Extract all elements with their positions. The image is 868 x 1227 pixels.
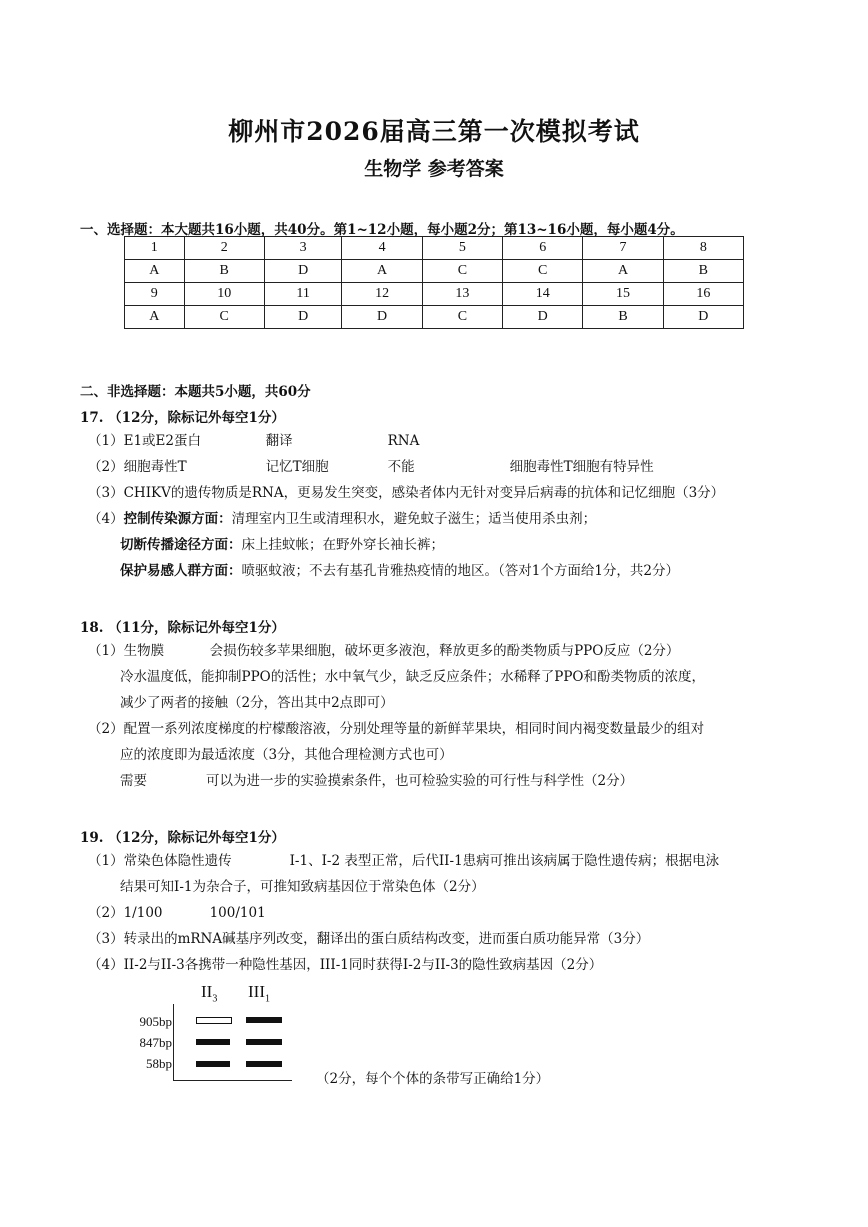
section2-heading: 二、非选择题：本题共5小题，共60分 <box>80 384 311 400</box>
q19-answer-1-line2: 结果可知I-1为杂合子，可推知致病基因位于常染色体（2分） <box>120 879 485 895</box>
gel-figure <box>173 1004 292 1081</box>
answer-table-cell: 16 <box>663 283 743 306</box>
gel-band-ii3-905-faint <box>196 1017 232 1024</box>
gel-band-ii3-58 <box>196 1061 230 1067</box>
gel-scoring-note: （2分，每个个体的条带写正确给1分） <box>316 1071 550 1087</box>
answer-table-cell: A <box>583 260 663 283</box>
answer-table-cell: 7 <box>583 237 663 260</box>
answer-table-cell: B <box>663 260 743 283</box>
answer-table-cell: D <box>264 306 342 329</box>
q17-answer-1: （1）E1或E2蛋白 翻译 RNA <box>88 433 420 449</box>
q17-heading: 17. （12分，除标记外每空1分） <box>80 410 285 426</box>
answer-table-cell: 1 <box>125 237 185 260</box>
answer-table-cell: 8 <box>663 237 743 260</box>
q19-answer-4: （4）II-2与II-3各携带一种隐性基因，III-1同时获得I-2与II-3的隐性致病基因（2分） <box>88 957 603 973</box>
q18-answer-1-line3: 减少了两者的接触（2分，答出其中2点即可） <box>120 695 394 711</box>
answer-table-cell: 15 <box>583 283 663 306</box>
answer-table-number-row <box>125 283 744 306</box>
answer-table-cell: D <box>264 260 342 283</box>
q19-answer-3: （3）转录出的mRNA碱基序列改变，翻译出的蛋白质结构改变，进而蛋白质功能异常（3分） <box>88 931 650 947</box>
q19-answer-2: （2）1/100 100/101 <box>88 905 266 921</box>
gel-marker-847: 847bp <box>139 1035 172 1050</box>
answer-table-cell: 10 <box>184 283 264 306</box>
q19-answer-1: （1）常染色体隐性遗传 I-1、I-2 表型正常，后代II-1患病可推出该病属于隐性遗传病；根据电泳 <box>88 853 720 869</box>
q18-heading: 18. （11分，除标记外每空1分） <box>80 620 285 636</box>
answer-table-answer-row <box>125 306 744 329</box>
answer-table-cell: 2 <box>184 237 264 260</box>
page-title: 柳州市2026届高三第一次模拟考试 <box>228 117 640 146</box>
q17-answer-2: （2）细胞毒性T 记忆T细胞 不能 细胞毒性T细胞有特异性 <box>88 459 654 475</box>
section1-heading: 一、选择题：本大题共16小题，共40分。第1~12小题，每小题2分；第13~16小题，每小题4分。 <box>80 222 684 238</box>
answer-table-cell: A <box>125 306 185 329</box>
answer-table-cell: 3 <box>264 237 342 260</box>
answer-table-cell: 6 <box>503 237 583 260</box>
q18-answer-2-line2: 应的浓度即为最适浓度（3分，其他合理检测方式也可） <box>120 747 453 763</box>
answer-table-cell: 13 <box>422 283 502 306</box>
answer-table-cell: B <box>184 260 264 283</box>
answer-table-cell: C <box>422 306 502 329</box>
page-subtitle: 生物学 参考答案 <box>364 158 504 180</box>
gel-lane-label-ii3: $II_3$ <box>201 982 218 1005</box>
q17-answer-4: （4）控制传染源方面：清理室内卫生或清理积水，避免蚊子滋生；适当使用杀虫剂； <box>88 511 597 527</box>
q18-answer-2: （2）配置一系列浓度梯度的柠檬酸溶液，分别处理等量的新鲜苹果块，相同时间内褐变数量最少的组对 <box>88 721 705 737</box>
gel-band-iii1-58 <box>246 1061 282 1067</box>
answer-table <box>124 236 744 329</box>
answer-table-answer-row <box>125 260 744 283</box>
answer-table-cell: B <box>583 306 663 329</box>
gel-band-iii1-905 <box>246 1017 282 1023</box>
answer-table-cell: C <box>503 260 583 283</box>
gel-band-iii1-847 <box>246 1039 282 1045</box>
answer-table-cell: D <box>503 306 583 329</box>
answer-table-cell: 5 <box>422 237 502 260</box>
answer-table-cell: A <box>125 260 185 283</box>
q17-answer-4-line3: 保护易感人群方面：喷驱蚊液；不去有基孔肯雅热疫情的地区。（答对1个方面给1分，共2分） <box>120 563 680 579</box>
q18-answer-1: （1）生物膜 会损伤较多苹果细胞，破坏更多液泡，释放更多的酚类物质与PPO反应（2分） <box>88 643 680 659</box>
answer-table-number-row <box>125 237 744 260</box>
q18-answer-2-line3: 需要 可以为进一步的实验摸索条件，也可检验实验的可行性与科学性（2分） <box>120 773 634 789</box>
q17-answer-3: （3）CHIKV的遗传物质是RNA，更易发生突变，感染者体内无针对变异后病毒的抗体和记忆细胞（3分） <box>88 485 725 501</box>
gel-band-ii3-847 <box>196 1039 230 1045</box>
gel-marker-58: 58bp <box>146 1056 172 1071</box>
answer-table-cell: C <box>184 306 264 329</box>
answer-table-cell: A <box>342 260 422 283</box>
gel-marker-labels <box>126 1011 172 1074</box>
answer-table-cell: C <box>422 260 502 283</box>
answer-table-cell: 11 <box>264 283 342 306</box>
gel-lane-label-iii1: $III_1$ <box>248 982 270 1005</box>
q17-answer-4-line2: 切断传播途径方面：床上挂蚊帐；在野外穿长袖长裤； <box>120 537 444 553</box>
q18-answer-1-line2: 冷水温度低，能抑制PPO的活性；水中氧气少，缺乏反应条件；水稀释了PPO和酚类物质的浓度， <box>120 669 705 685</box>
q19-heading: 19. （12分，除标记外每空1分） <box>80 830 285 846</box>
answer-table-cell: 12 <box>342 283 422 306</box>
answer-table-cell: 4 <box>342 237 422 260</box>
answer-table-cell: 9 <box>125 283 185 306</box>
answer-table-cell: 14 <box>503 283 583 306</box>
answer-table-cell: D <box>663 306 743 329</box>
gel-marker-905: 905bp <box>139 1014 172 1029</box>
answer-table-cell: D <box>342 306 422 329</box>
